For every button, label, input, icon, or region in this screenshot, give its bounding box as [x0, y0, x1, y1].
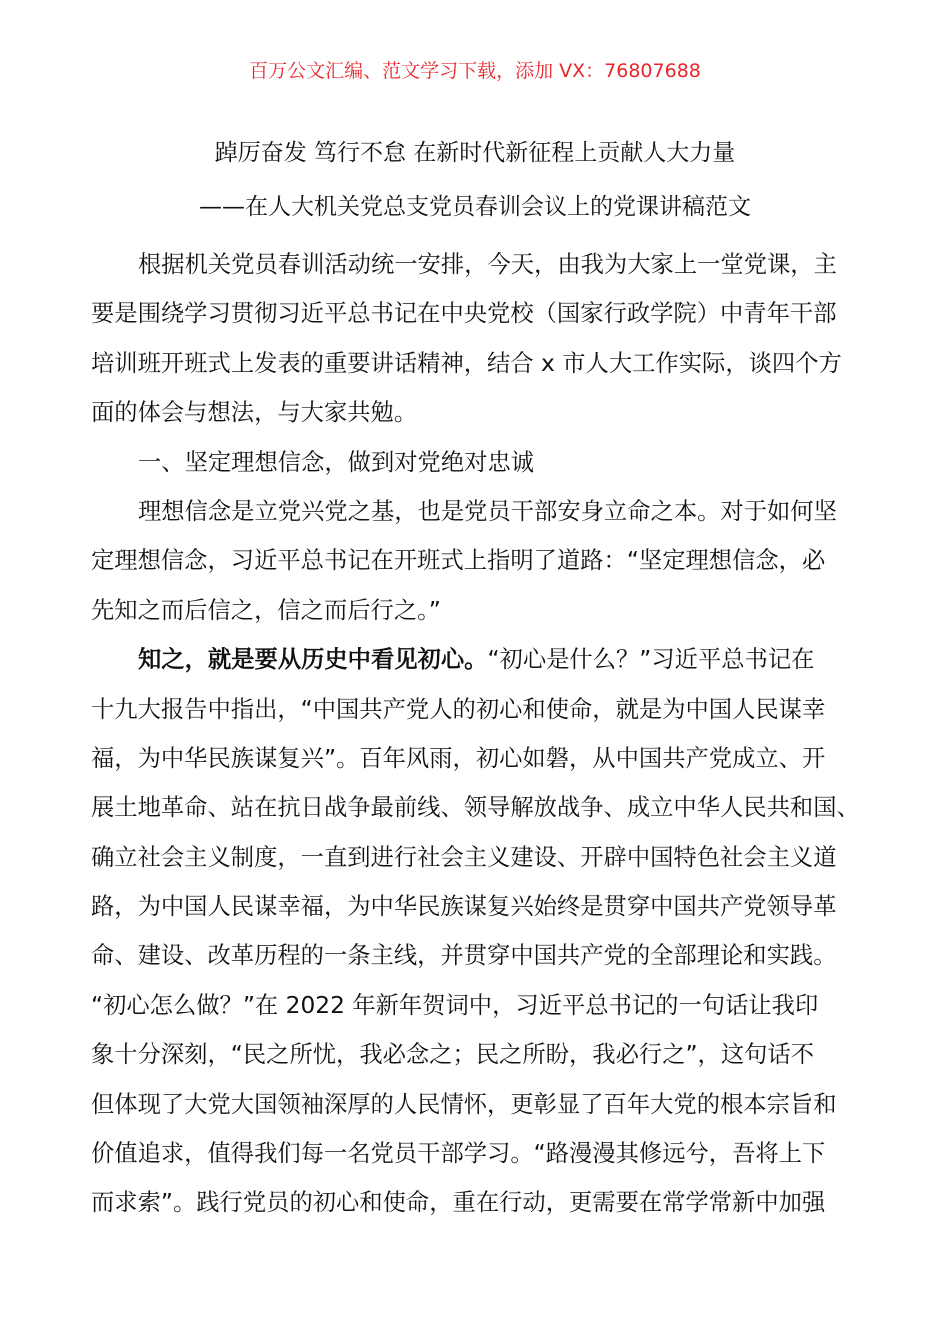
text-line [91, 843, 861, 892]
text-segment: 但体现了大党大国领袖深厚的人民情怀，更彰显了百年大党的根本宗旨和 [91, 1090, 837, 1118]
text-segment: 路，为中国人民谋幸福，为中华民族谋复兴始终是贯穿中国共产党领导革 [91, 893, 837, 921]
text-segment: 面的体会与想法，与大家共勉。 [91, 399, 418, 427]
document-title: 踔厉奋发 笃行不怠 在新时代新征程上贡献人大力量 [214, 140, 736, 166]
text-segment: 根据机关党员春训活动统一安排，今天，由我为大家上一堂党课，主 [138, 251, 837, 278]
text-line [91, 1188, 861, 1237]
text-segment: 十九大报告中指出，“中国共产党人的初心和使命，就是为中国人民谋幸 [91, 695, 826, 723]
text-line [91, 793, 861, 842]
bold-lead-text: 知之，就是要从历史中看见初心。 [138, 646, 488, 674]
text-segment: 价值追求，值得我们每一名党员干部学习。“路漫漫其修远兮，吾将上下 [91, 1140, 826, 1168]
text-line [91, 1090, 861, 1139]
text-line [91, 941, 861, 990]
text-line [91, 645, 861, 694]
document-body [91, 250, 861, 1238]
text-segment: “初心怎么做？”在 2022 年新年贺词中，习近平总书记的一句话让我印 [91, 991, 819, 1019]
text-segment: 而求索”。践行党员的初心和使命，重在行动，更需要在常学常新中加强 [91, 1189, 826, 1217]
text-line [91, 349, 861, 398]
text-segment: 一、坚定理想信念，做到对党绝对忠诚 [138, 448, 535, 476]
text-line [91, 892, 861, 941]
text-segment: 定理想信念，习近平总书记在开班式上指明了道路：“坚定理想信念，必 [91, 547, 826, 575]
text-segment: 象十分深刻，“民之所忧，我必念之；民之所盼，我必行之”，这句话不 [91, 1041, 815, 1069]
text-segment: 先知之而后信之，信之而后行之。” [91, 596, 441, 624]
document-subtitle: ——在人大机关党总支党员春训会议上的党课讲稿范文 [199, 194, 751, 220]
text-line [91, 744, 861, 793]
text-line [91, 695, 861, 744]
text-line [91, 546, 861, 595]
text-segment: 要是围绕学习贯彻习近平总书记在中央党校（国家行政学院）中青年干部 [91, 300, 837, 328]
text-segment: 福，为中华民族谋复兴”。百年风雨，初心如磐，从中国共产党成立、开 [91, 744, 826, 772]
text-segment: 展土地革命、站在抗日战争最前线、领导解放战争、成立中华人民共和国、 [91, 794, 860, 822]
text-line [91, 398, 861, 447]
text-line [91, 250, 861, 299]
text-line [91, 497, 861, 546]
text-line [91, 1040, 861, 1089]
text-segment: 理想信念是立党兴党之基，也是党员干部安身立命之本。对于如何坚 [138, 497, 837, 525]
text-line [91, 448, 861, 497]
text-segment: 确立社会主义制度，一直到进行社会主义建设、开辟中国特色社会主义道 [91, 843, 837, 871]
text-line [91, 1139, 861, 1188]
text-segment: 培训班开班式上发表的重要讲话精神，结合 x 市人大工作实际，谈四个方 [91, 349, 842, 377]
text-line [91, 299, 861, 348]
text-segment: 命、建设、改革历程的一条主线，并贯穿中国共产党的全部理论和实践。 [91, 942, 837, 970]
watermark-header: 百万公文汇编、范文学习下载，添加 VX：76807688 [249, 60, 701, 82]
text-line [91, 991, 861, 1040]
text-line [91, 596, 861, 645]
text-segment: “初心是什么？”习近平总书记在 [487, 646, 815, 674]
